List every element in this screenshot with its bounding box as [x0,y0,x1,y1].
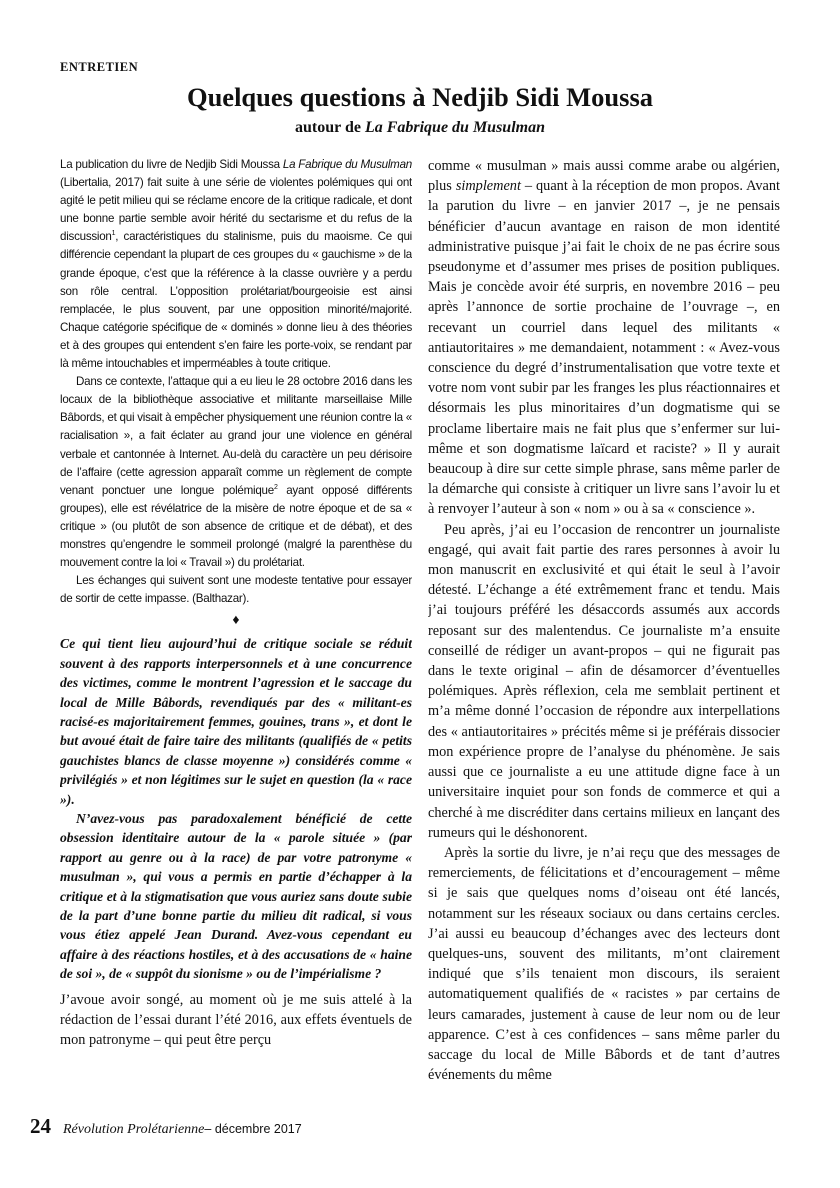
answer-paragraph-3: Après la sortie du livre, je n’ai reçu que des messages de remerciements, de félicitations et d’encouragement – même si je sais que quelques noms d’oiseau ont été lancés, notamment sur les réseaux sociaux ou dans certains cercles. J’ai aussi eu beaucoup d’échanges avec des lecteurs dont quelques-uns, souvent des militants, m’ont clairement indiqué que s’ils tenaient mon discours, ils seraient automatiquement qualifiés de « racistes » par certains de leurs camarades, justement à cause de leur nom ou de leur apparence. C’est à ces confidences – sans même parler du saccage du local de Mille Bâbords et de tant d’autres événements du même [428,844,780,1084]
subtitle-book-title: La Fabrique du Musulman [364,119,545,136]
subtitle-prefix: autour de [295,119,365,136]
answer-emphasis: simplement [455,178,521,195]
section-label: ENTRETIEN [60,60,139,74]
intro-paragraph-2 [60,373,412,572]
footnote-ref-2[interactable]: 2 [273,483,278,491]
intro-text: ayant opposé différents groupes), elle est révélatrice de la misère de notre époque et de sa « critique » (ou plutôt de son absence de critique et de débat), et des monstres qu’engendre le sommeil prolongé (malgré la parenthèse du mouvement contre la loi « Travail ») du prolétariat. [60,483,412,570]
answer-paragraph-2: Peu après, j’ai eu l’occasion de rencontrer un journaliste engagé, qui avait fait partie des rares personnes à avoir lu mon manuscrit en exclusivité et qui était le seul à l’avoir détesté. L’échange a été extrêmement franc et tendu. Mais j’ai toujours préféré les désaccords assumés aux accords reposant sur des malentendus. Ce journaliste m’a ensuite conseillé de rédiger un avant-propos – qui ne figurait pas dans le texte original – afin de désamorcer d’éventuelles polémiques. Après réflexion, cela me semblait pertinent et m’a même donné l’occasion de répondre aux interpellations des « antiautoritaires » précités même si je préférais dissocier mon expérience propre de l’analyse du phénomène. Je sais aussi que ce journaliste a eu une attitude digne face à un universitaire inquiet pour son fonds de commerce et qui a cherché à me discréditer dans certains milieux en lançant des rumeurs qui le déshonorent. [428,521,780,841]
question-1: Ce qui tient lieu aujourd’hui de critique sociale se réduit souvent à des rapports interpersonnels et à une concurrence des victimes, comme le montrent l’agression et le saccage du local de Mille Bâbords, revendiqués par des « militant-es racisé-es majoritairement femmes, gouines, trans », et dont le but avoué était de faire taire des militants (qualifiés de « petits gauchistes blancs de classe moyenne ») considérés comme « privilégiés » et non légitimes sur le sujet en question (la « race »). [60,636,412,807]
article-subtitle [60,119,780,137]
question-2: N’avez-vous pas paradoxalement bénéficié de cette obsession identitaire autour de la « parole située » (par rapport au genre ou à la race) de par votre patronyme « musulman », qui vous a permis en partie d’échapper à la critique et à la stigmatisation que vous auriez sans doute subie de la part d’une bonne partie du milieu dit radical, si vous vous étiez appelé Jean Durand. Avez-vous cependant eu affaire à des réactions hostiles, et à des accusations de « haine de soi », de « suppôt du sionisme » ou de l’impérialisme ? [60,811,412,982]
separator-diamond: ♦ [232,613,240,629]
intro-text: (Libertalia, 2017) fait suite à une série de violentes polémiques qui ont agité le petit milieu qui se réclame encore de la critique radicale, et dont une bonne partie semble avoir hérité du sectarisme et du refus de la discussion [60,176,412,244]
answer-paragraph-1-cont [428,156,780,520]
page-footer [30,1114,302,1144]
answer-text: comme « musulman » mais aussi comme arabe ou algérien, plus [428,158,780,195]
issue-date: – décembre 2017 [204,1122,302,1136]
intro-paragraph-3: Les échanges qui suivent sont une modeste tentative pour essayer de sortir de cette impasse. (Balthazar). [60,574,412,606]
article-title: Quelques questions à Nedjib Sidi Moussa [186,82,654,112]
answer-paragraph-1-start: J’avoue avoir songé, au moment où je me suis attelé à la rédaction de l’essai durant l’été 2016, aux effets éventuels de mon patronyme – qui peut être perçu [60,991,412,1049]
intro-book-title: La Fabrique du Musulman [282,158,412,171]
intro-paragraph-1 [60,156,412,373]
answer-text: – quant à la réception de mon propos. Avant la parution du livre – en janvier 2017 –, je ne pensais bénéficier d’aucun avantage en raison de mon identité administrative puisque j’ai fait le choix de ne pas écrire sous pseudonyme et d’assumer mes prises de position publiques. Mais je concède avoir été surpris, en novembre 2016 – peu après l’annonce de sortie prochaine de l’ouvrage –, en recevant un courriel dans lequel des militants « antiautoritaires » me demandaient, notamment : « Avez-vous conscience du degré d’instrumentalisation que votre texte et votre nom vont subir par les franges les plus réactionnaires et désormais les plus minoritaires d’un dogmatisme qui se proclame libertaire mais ne fait plus que s’enfermer sur lui-même et son dogmatisme laïcard et raciste? » Il y aurait beaucoup à dire sur cette simple phrase, sans même parler de la démarche qui consiste à critiquer un livre sans l’avoir lu et à renvoyer l’auteur à son « nom » ou à sa « conscience ». [428,178,780,518]
right-column [428,156,780,1084]
page-number: 24 [30,1114,51,1138]
intro-text: , caractéristiques du stalinisme, puis du maoisme. Ce qui différencie cependant la plupart de ces groupes du « gauchisme » de la grande époque, c’est que la référence à la classe ouvrière y a perdu son rôle central. L’opposition prolétariat/bourgeoisie est ainsi remplacée, le plus souvent, par une opposition minorité/majorité. Chaque catégorie spécifique de « dominés » donne lieu à des théories et à des groupes qui entendent s’en faire les porte-voix, se rendant par là même intouchables et imperméables à toute critique. [60,230,412,371]
intro-text: Dans ce contexte, l’attaque qui a eu lieu le 28 octobre 2016 dans les locaux de la bibliothèque associative et militante marseillaise Mille Bâbords, et qui visait à empêcher physiquement une réunion contre la « racialisation », a fait éclater au grand jour une violence en général verbale et cantonnée à Internet. Au-delà du caractère un peu dérisoire de l’affaire (cette agression apparaît comme un règlement de compte venant ponctuer une longue polémique [60,375,412,497]
intro-text: La publication du livre de Nedjib Sidi Moussa [60,158,283,171]
journal-name: Révolution Prolétarienne [63,1122,205,1137]
footnote-ref-1[interactable]: 1 [111,230,116,238]
left-column [60,156,412,1084]
